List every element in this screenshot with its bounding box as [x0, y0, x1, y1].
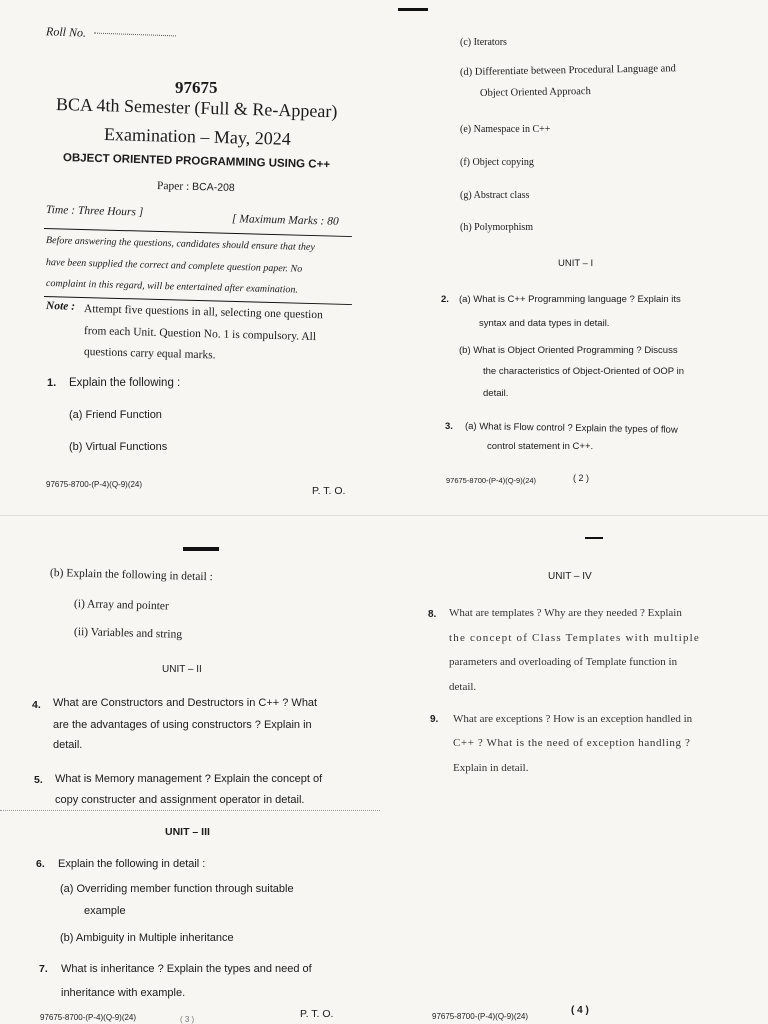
question-2a-line-2: syntax and data types in detail.	[479, 318, 610, 329]
unit-4-heading: UNIT – IV	[548, 571, 592, 582]
question-2b-line-3: detail.	[483, 388, 509, 399]
question-7-number: 7.	[39, 963, 48, 975]
question-8-line-2: the concept of Class Templates with multiple	[449, 632, 701, 644]
note-line-3: questions carry equal marks.	[83, 346, 216, 362]
question-7-line-2: inheritance with example.	[61, 987, 186, 999]
page-1-footer-code: 97675-8700-(P-4)(Q-9)(24)	[46, 480, 143, 489]
question-8-line-4: detail.	[449, 681, 477, 693]
question-2b-line-2: the characteristics of Object-Oriented of OOP in	[483, 366, 684, 377]
page-4-footer-code: 97675-8700-(P-4)(Q-9)(24)	[432, 1012, 529, 1021]
note-label: Note :	[45, 300, 76, 313]
scan-mark-top	[398, 8, 428, 11]
paper-value: BCA-208	[191, 180, 235, 195]
question-4-line-1: What are Constructors and Destructors in C++ ? What	[53, 697, 318, 709]
question-1-text: Explain the following :	[69, 377, 181, 389]
unit-2-heading: UNIT – II	[162, 664, 202, 675]
question-3b-ii: (ii) Variables and string	[73, 626, 183, 641]
question-6a-line-2: example	[84, 905, 126, 917]
page-4-footer-number: ( 4 )	[571, 1005, 589, 1016]
question-6b: (b) Ambiguity in Multiple inheritance	[60, 932, 234, 944]
question-3b-i: (i) Array and pointer	[73, 598, 169, 613]
page-3-footer-pto: P. T. O.	[300, 1008, 334, 1020]
question-4-number: 4.	[32, 699, 41, 711]
roll-number-label: Roll No.	[45, 24, 87, 40]
question-8-number: 8.	[428, 609, 437, 620]
question-1b: (b) Virtual Functions	[69, 441, 168, 453]
page-2-footer-code: 97675-8700-(P-4)(Q-9)(24)	[446, 476, 537, 485]
question-1h: (h) Polymorphism	[460, 222, 534, 233]
question-8-line-3: parameters and overloading of Template function in	[449, 656, 678, 668]
question-1-number: 1.	[47, 377, 57, 389]
question-5-line-1: What is Memory management ? Explain the concept of	[55, 773, 323, 785]
question-8-line-1: What are templates ? Why are they needed ? Explain	[449, 607, 682, 619]
paper-code: 97675	[175, 78, 218, 97]
question-2a-line-1: (a) What is C++ Programming language ? Explain its	[459, 294, 681, 305]
question-9-line-1: What are exceptions ? How is an exception handled in	[453, 713, 693, 725]
question-1g: (g) Abstract class	[460, 190, 530, 201]
question-3a-line-2: control statement in C++.	[487, 441, 594, 452]
unit-1-heading: UNIT – I	[558, 258, 594, 269]
scan-mark-mid	[183, 547, 219, 551]
question-4-line-3: detail.	[53, 739, 83, 751]
question-9-number: 9.	[430, 714, 439, 725]
page-divider	[0, 515, 768, 516]
page-1-footer-pto: P. T. O.	[312, 485, 346, 497]
unit-3-heading: UNIT – III	[165, 826, 210, 838]
question-3b: (b) Explain the following in detail :	[49, 567, 213, 584]
course-title: BCA 4th Semester (Full & Re-Appear)	[55, 94, 338, 122]
instruction-line-1: Before answering the questions, candidates should ensure that they	[45, 235, 316, 254]
question-7-line-1: What is inheritance ? Explain the types and need of	[61, 963, 312, 975]
question-6a-line-1: (a) Overriding member function through suitable	[60, 883, 294, 895]
page-3-footer-code: 97675-8700-(P-4)(Q-9)(24)	[40, 1013, 137, 1022]
question-9-line-2: C++ ? What is the need of exception handling ?	[453, 737, 691, 749]
question-1c: (c) Iterators	[460, 37, 507, 48]
question-2-number: 2.	[441, 294, 449, 305]
question-4-line-2: are the advantages of using constructors ? Explain in	[53, 719, 312, 731]
question-5-line-2: copy constructer and assignment operator in detail.	[55, 794, 305, 806]
scan-noise-line	[0, 810, 380, 811]
page-2-footer-number: ( 2 )	[573, 473, 590, 483]
question-1d-line-2: Object Oriented Approach	[479, 86, 591, 99]
question-3-number: 3.	[445, 421, 453, 432]
question-1d-line-1: (d) Differentiate between Procedural Language and	[459, 63, 676, 78]
subject-title: OBJECT ORIENTED PROGRAMMING USING C++	[62, 152, 331, 171]
instruction-line-2: have been supplied the correct and complete question paper. No	[45, 257, 303, 275]
question-1f: (f) Object copying	[460, 157, 534, 168]
question-2b-line-1: (b) What is Object Oriented Programming ? Discuss	[459, 345, 678, 356]
question-9-line-3: Explain in detail.	[453, 762, 529, 774]
page-3-footer-number: ( 3 )	[180, 1015, 195, 1024]
question-3a-line-1: (a) What is Flow control ? Explain the types of flow	[464, 421, 678, 436]
paper-label: Paper :	[156, 180, 190, 193]
time-label: Time : Three Hours ]	[45, 204, 144, 219]
max-marks-label: [ Maximum Marks : 80	[231, 213, 339, 228]
question-5-number: 5.	[34, 774, 43, 786]
roll-number-blank	[94, 33, 176, 37]
scan-mark-right	[585, 537, 603, 539]
question-1a: (a) Friend Function	[69, 409, 162, 421]
question-6-number: 6.	[36, 858, 45, 870]
instruction-line-3: complaint in this regard, will be entertained after examination.	[45, 278, 299, 296]
paper-number	[157, 180, 235, 194]
exam-title: Examination – May, 2024	[103, 124, 292, 149]
question-1e: (e) Namespace in C++	[460, 124, 551, 135]
note-line-1: Attempt five questions in all, selecting one question	[83, 303, 323, 322]
question-6-line-1: Explain the following in detail :	[58, 858, 206, 870]
note-line-2: from each Unit. Question No. 1 is compulsory. All	[83, 325, 317, 344]
